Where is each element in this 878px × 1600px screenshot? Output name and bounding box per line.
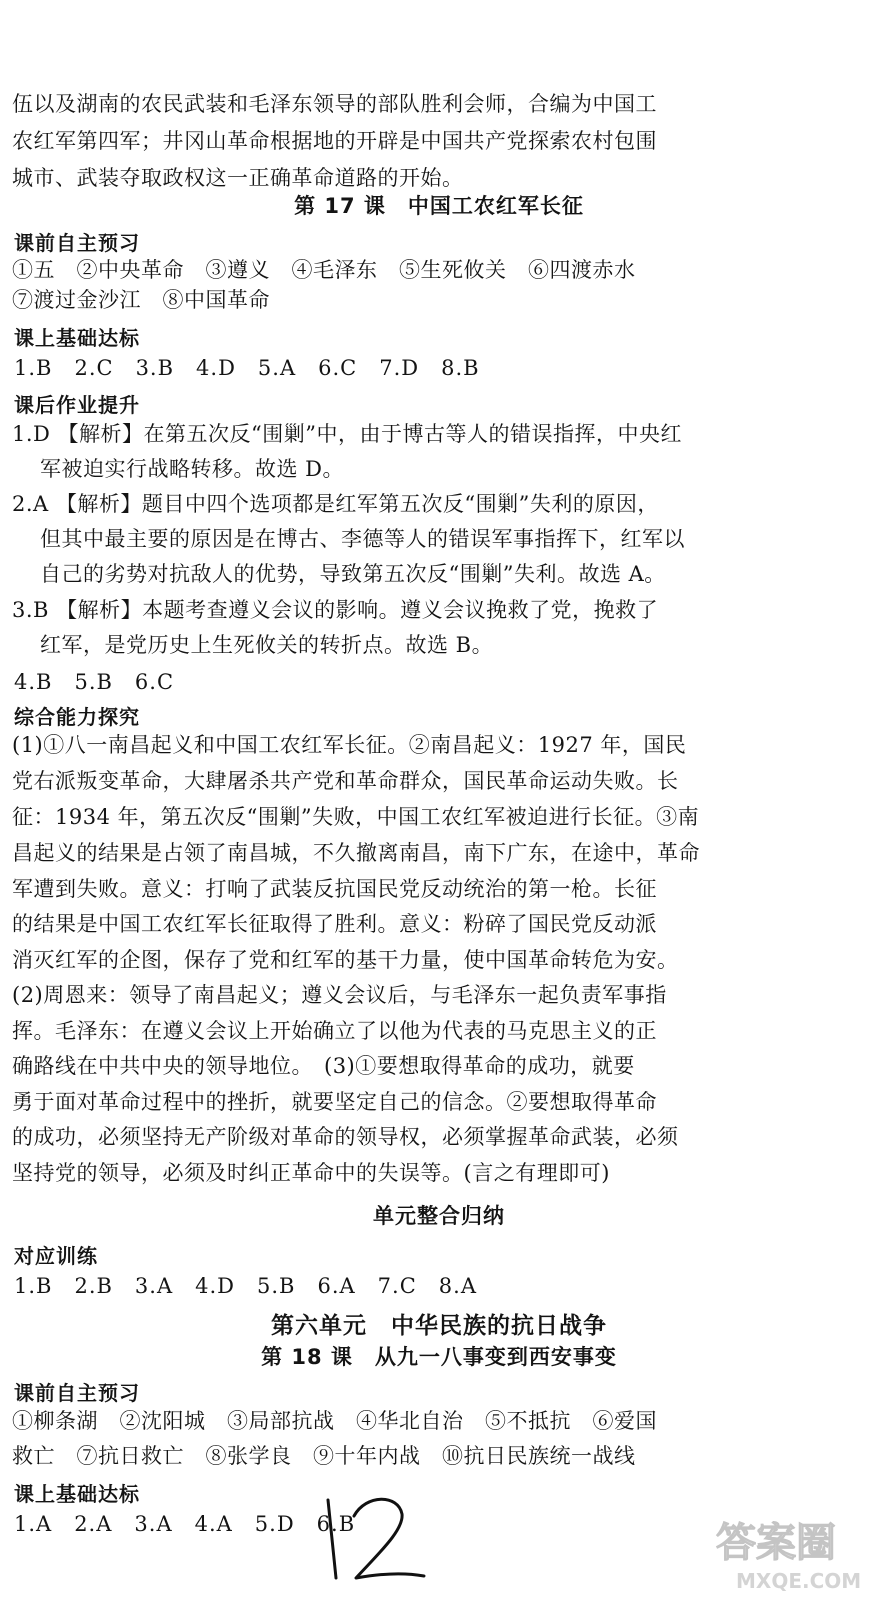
watermark-logo (706, 1510, 870, 1594)
section-heading-basic: 课上基础达标 (14, 326, 140, 350)
watermark-url-text: MXQE.COM (736, 1569, 862, 1593)
preview-18-line: 救亡 ⑦抗日救亡 ⑧张学良 ⑨十年内战 ⑩抗日民族统一战线 (12, 1444, 636, 1468)
homework-line: 但其中最主要的原因是在博古、李德等人的错误军事指挥下，红军以 (40, 527, 685, 551)
preview-18-line: ①柳条湖 ②沈阳城 ③局部抗战 ④华北自治 ⑤不抵抗 ⑥爱国 (12, 1409, 657, 1433)
homework-line: 军被迫实行战略转移。故选 D。 (40, 457, 345, 481)
homework-line: 3.B 【解析】本题考查遵义会议的影响。遵义会议挽救了党，挽救了 (12, 598, 659, 622)
inquiry-line: 消灭红军的企图，保存了党和红军的基干力量，使中国革命转危为安。 (12, 948, 679, 972)
unit-6-title: 第六单元 中华民族的抗日战争 (271, 1313, 607, 1339)
intro-line: 伍以及湖南的农民武装和毛泽东领导的部队胜利会师，合编为中国工 (12, 92, 657, 116)
inquiry-line: 的成功，必须坚持无产阶级对革命的领导权，必须掌握革命武装，必须 (12, 1125, 679, 1149)
homework-line: 1.D 【解析】在第五次反“围剿”中，由于博古等人的错误指挥，中央红 (12, 422, 683, 446)
preview-answers-line: ①五 ②中央革命 ③遵义 ④毛泽东 ⑤生死攸关 ⑥四渡赤水 (12, 258, 636, 282)
inquiry-line: (1)①八一南昌起义和中国工农红军长征。②南昌起义：1927 年，国民 (12, 733, 687, 757)
inquiry-line: 勇于面对革命过程中的挫折，就要坚定自己的信念。②要想取得革命 (12, 1090, 657, 1114)
homework-line: 红军，是党历史上生死攸关的转折点。故选 B。 (40, 633, 494, 657)
unit-summary-title: 单元整合归纳 (373, 1204, 505, 1228)
section-heading-preview: 课前自主预习 (14, 231, 140, 255)
inquiry-line: 军遭到失败。意义：打响了武装反抗国民党反动统治的第一枪。长征 (12, 877, 657, 901)
preview-answers-line: ⑦渡过金沙江 ⑧中国革命 (12, 288, 270, 312)
handwritten-page-number (316, 1488, 428, 1588)
inquiry-line: 挥。毛泽东：在遵义会议上开始确立了以他为代表的马克思主义的正 (12, 1019, 657, 1043)
intro-line: 城市、武装夺取政权这一正确革命道路的开始。 (12, 166, 464, 190)
inquiry-line: 昌起义的结果是占领了南昌城，不久撤离南昌，南下广东，在途中，革命 (12, 841, 700, 865)
section-heading-inquiry: 综合能力探究 (14, 705, 140, 729)
watermark-logo-text: 答案圈 (716, 1520, 836, 1566)
section-heading-homework: 课后作业提升 (14, 393, 140, 417)
training-answers: 1.B 2.B 3.A 4.D 5.B 6.A 7.C 8.A (14, 1274, 477, 1298)
inquiry-line: 征：1934 年，第五次反“围剿”失败，中国工农红军被迫进行长征。③南 (12, 805, 700, 829)
homework-line: 自己的劣势对抗敌人的优势，导致第五次反“围剿”失利。故选 A。 (40, 562, 666, 586)
homework-line: 2.A 【解析】题目中四个选项都是红军第五次反“围剿”失利的原因， (12, 492, 659, 516)
lesson-18-title: 第 18 课 从九一八事变到西安事变 (261, 1345, 617, 1369)
inquiry-line: 的结果是中国工农红军长征取得了胜利。意义：粉碎了国民党反动派 (12, 912, 657, 936)
basic-18-answers: 1.A 2.A 3.A 4.A 5.D 6.B (14, 1512, 356, 1536)
inquiry-line: 坚持党的领导，必须及时纠正革命中的失误等。(言之有理即可) (12, 1161, 610, 1185)
section-heading-basic-18: 课上基础达标 (14, 1482, 140, 1506)
section-heading-preview-18: 课前自主预习 (14, 1381, 140, 1405)
intro-line: 农红军第四军；井冈山革命根据地的开辟是中国共产党探索农村包围 (12, 129, 657, 153)
inquiry-line: 确路线在中共中央的领导地位。 (3)①要想取得革命的成功，就要 (12, 1054, 635, 1078)
section-heading-training: 对应训练 (14, 1244, 98, 1268)
basic-answers: 1.B 2.C 3.B 4.D 5.A 6.C 7.D 8.B (14, 356, 480, 380)
homework-answers: 4.B 5.B 6.C (14, 670, 175, 694)
lesson-17-title: 第 17 课 中国工农红军长征 (294, 194, 584, 218)
inquiry-line: 党右派叛变革命，大肆屠杀共产党和革命群众，国民革命运动失败。长 (12, 769, 679, 793)
inquiry-line: (2)周恩来：领导了南昌起义；遵义会议后，与毛泽东一起负责军事指 (12, 983, 667, 1007)
